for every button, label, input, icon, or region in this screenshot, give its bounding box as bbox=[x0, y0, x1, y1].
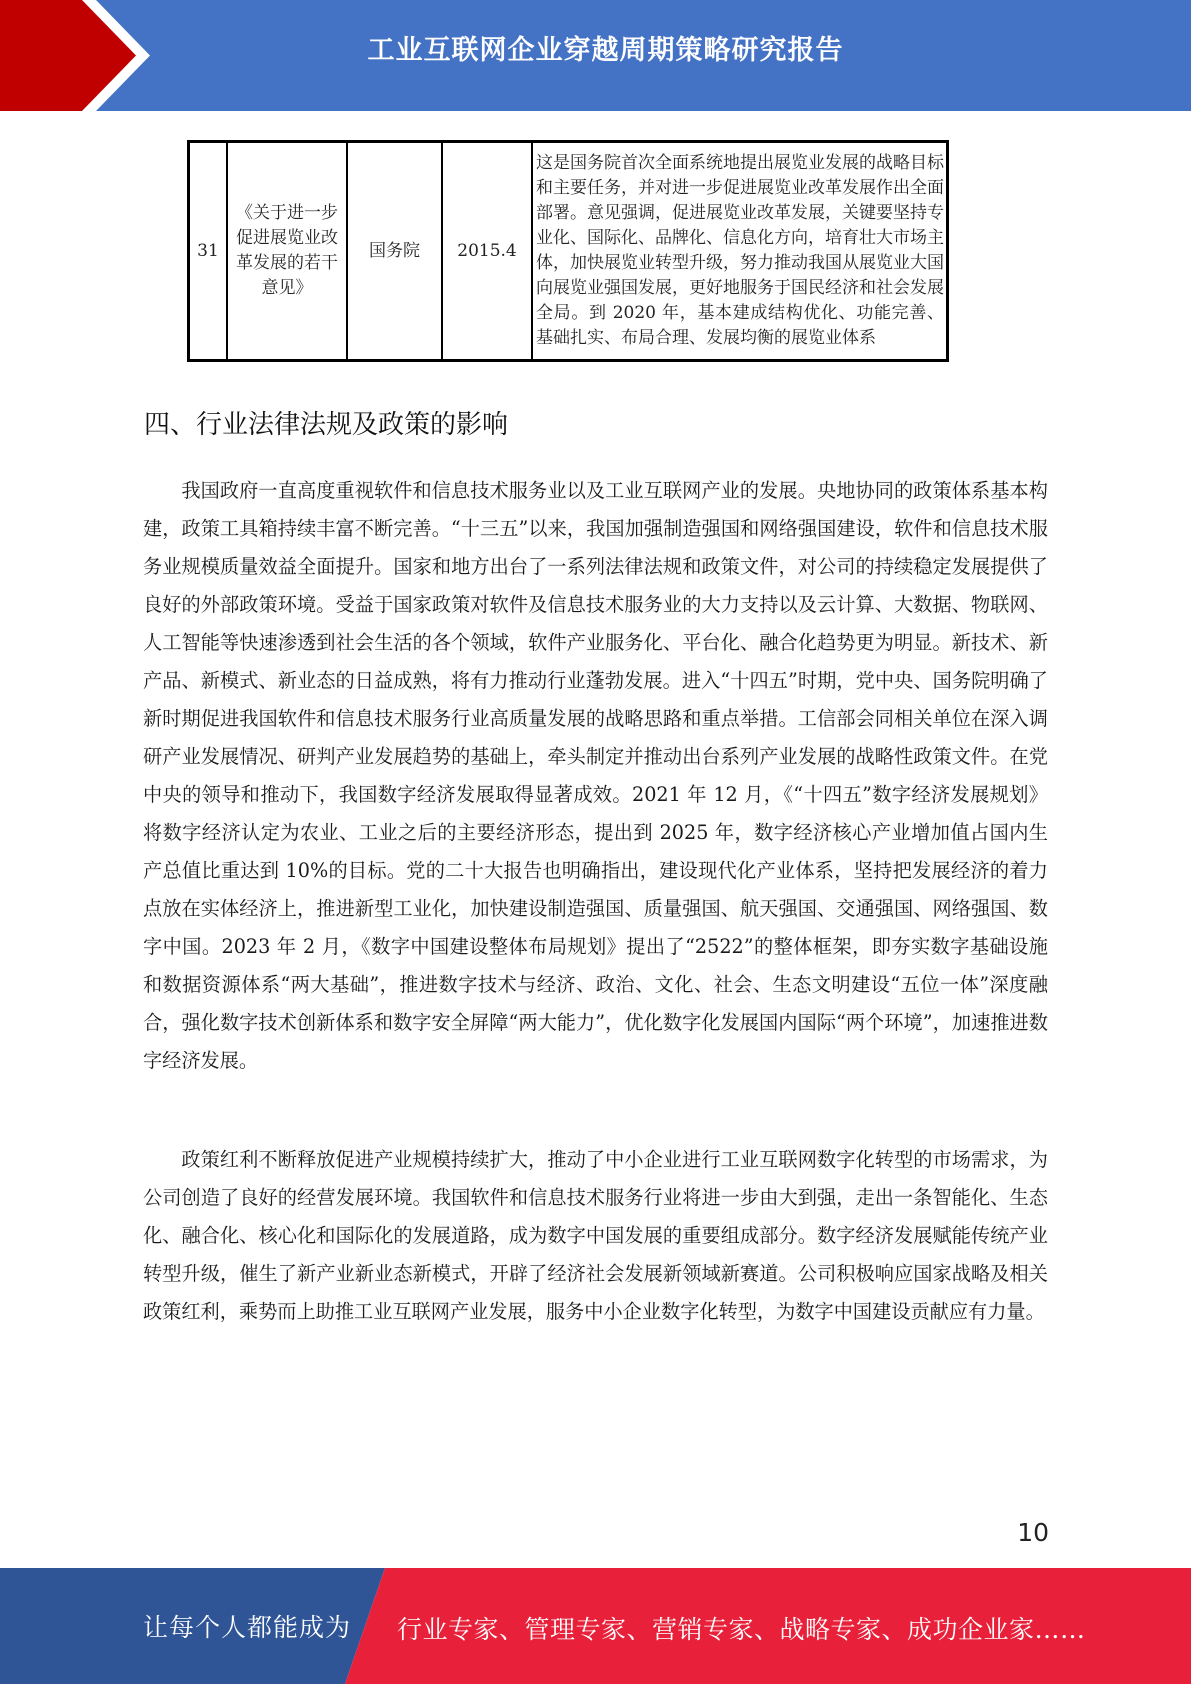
issuing-body: 国务院 bbox=[347, 142, 442, 361]
policy-name: 《关于进一步促进展览业改革发展的若干意见》 bbox=[227, 142, 347, 361]
policy-description: 这是国务院首次全面系统地提出展览业发展的战略目标和主要任务，并对进一步促进展览业改革发展作出全面部署。意见强调，促进展览业改革发展，关键要坚持专业化、国际化、品牌化、信息化方向，培育壮大市场主体，加快展览业转型升级，努力推动我国从展览业大国向展览业强国发展，更好地服务于国民经济和社会发展全局。到 2020 年，基本建成结构优化、功能完善、基础扎实、布局合理、发展均衡的展览业体系 bbox=[532, 142, 948, 361]
table-row bbox=[189, 142, 948, 361]
report-title: 工业互联网企业穿越周期策略研究报告 bbox=[367, 35, 844, 66]
policy-table bbox=[187, 140, 949, 362]
issue-date: 2015.4 bbox=[442, 142, 532, 361]
page-header bbox=[0, 0, 1191, 111]
page-number: 10 bbox=[1017, 1518, 1049, 1547]
body-paragraph-1: 我国政府一直高度重视软件和信息技术服务业以及工业互联网产业的发展。央地协同的政策体系基本构建，政策工具箱持续丰富不断完善。“十三五”以来，我国加强制造强国和网络强国建设，软件和信息技术服务业规模质量效益全面提升。国家和地方出台了一系列法律法规和政策文件，对公司的持续稳定发展提供了良好的外部政策环境。受益于国家政策对软件及信息技术服务业的大力支持以及云计算、大数据、物联网、人工智能等快速渗透到社会生活的各个领域，软件产业服务化、平台化、融合化趋势更为明显。新技术、新产品、新模式、新业态的日益成熟，将有力推动行业蓬勃发展。进入“十四五”时期，党中央、国务院明确了新时期促进我国软件和信息技术服务行业高质量发展的战略思路和重点举措。工信部会同相关单位在深入调研产业发展情况、研判产业发展趋势的基础上，牵头制定并推动出台系列产业发展的战略性政策文件。在党中央的领导和推动下，我国数字经济发展取得显著成效。2021 年 12 月，《“十四五”数字经济发展规划》将数字经济认定为农业、工业之后的主要经济形态，提出到 2025 年，数字经济核心产业增加值占国内生产总值比重达到 10%的目标。党的二十大报告也明确指出，建设现代化产业体系，坚持把发展经济的着力点放在实体经济上，推进新型工业化，加快建设制造强国、质量强国、航天强国、交通强国、网络强国、数字中国。2023 年 2 月，《数字中国建设整体布局规划》提出了“2522”的整体框架，即夯实数字基础设施和数据资源体系“两大基础”，推进数字技术与经济、政治、文化、社会、生态文明建设“五位一体”深度融合，强化数字技术创新体系和数字安全屏障“两大能力”，优化数字化发展国内国际“两个环境”，加速推进数字经济发展。 bbox=[143, 479, 1048, 1072]
row-number: 31 bbox=[189, 142, 228, 361]
section-heading: 四、行业法律法规及政策的影响 bbox=[144, 410, 509, 440]
body-paragraph-2: 政策红利不断释放促进产业规模持续扩大，推动了中小企业进行工业互联网数字化转型的市场需求，为公司创造了良好的经营发展环境。我国软件和信息技术服务行业将进一步由大到强，走出一条智能化、生态化、融合化、核心化和国际化的发展道路，成为数字中国发展的重要组成部分。数字经济发展赋能传统产业转型升级，催生了新产业新业态新模式，开辟了经济社会发展新领域新赛道。公司积极响应国家战略及相关政策红利，乘势而上助推工业互联网产业发展，服务中小企业数字化转型，为数字中国建设贡献应有力量。 bbox=[143, 1148, 1048, 1323]
page-footer bbox=[0, 1568, 1191, 1684]
footer-slogan-right: 行业专家、管理专家、营销专家、战略专家、成功企业家…… bbox=[397, 1615, 1086, 1644]
footer-slogan-left: 让每个人都能成为 bbox=[143, 1613, 352, 1642]
